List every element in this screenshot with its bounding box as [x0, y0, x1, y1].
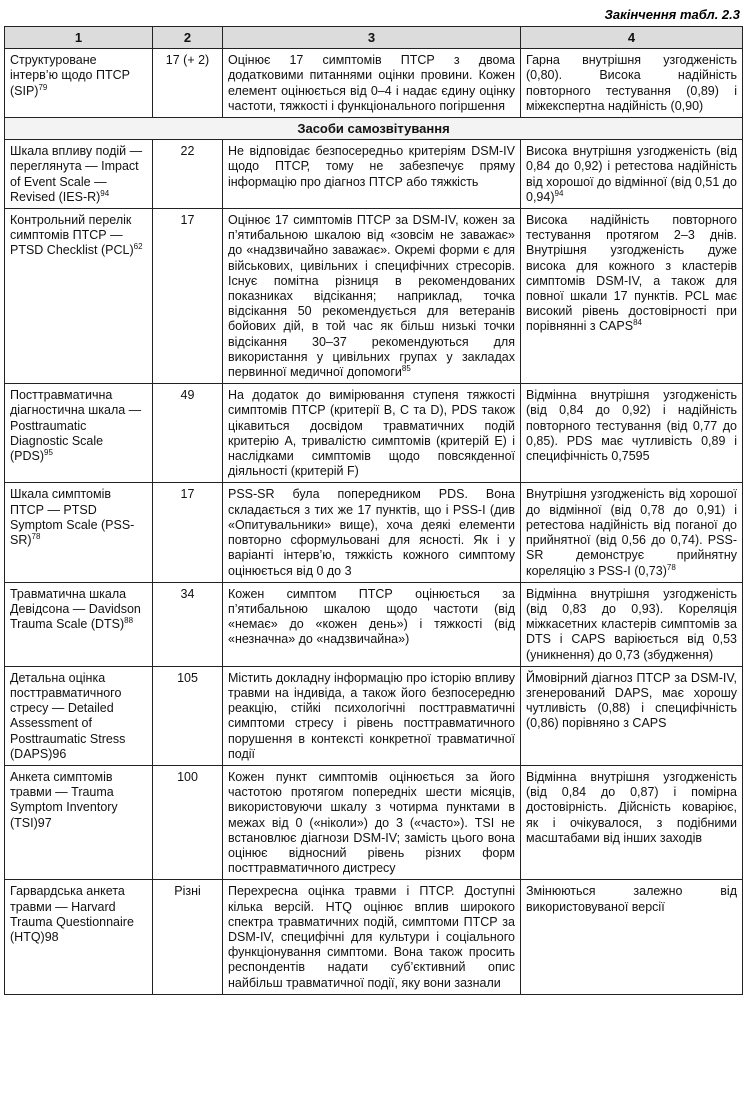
instrument-description: Оцінює 17 симптомів ПТСР з двома додатковими питаннями оцінки провини. Кожен елемент оцінюється від 0–4 і надає єдину оцінку частоти, тяжкості і функціонального погіршення [223, 49, 521, 118]
instrument-description: Кожен пункт симптомів оцінюється за його частотою протягом попередніх шести місяців, використовуючи шкалу з чотирма пунктами в межах від 0 («ніколи») до 3 («часто»). TSI не встановлює діагнози DSM-IV; замість цього вона оцінює відносний рівень різних форм посттравматичного дистресу [223, 765, 521, 879]
psychometric-properties: Ймовірний діагноз ПТСР за DSM-IV, згенерований DAPS, має хорошу чутливість (0,88) і специфічність (0,86) порівняно з CAPS [521, 666, 743, 765]
psychometric-properties: Висока внутрішня узгодженість (від 0,84 до 0,92) і ретестова надійність від хорошої до відмінної (від 0,51 до 0,94)$^{94}$ [521, 140, 743, 209]
section-row [5, 118, 743, 140]
instrument-description: На додаток до вимірювання ступеня тяжкості симптомів ПТСР (критерії B, C та D), PDS також цікавиться досвідом травматичних подій критерію А, тривалістю симптомів (критерій Е) і наслідками симптомів щодо повсякденної діяльності (критерій F) [223, 384, 521, 483]
psychometric-properties: Змінюються залежно від використовуваної версії [521, 880, 743, 994]
instrument-name: Шкала симптомів ПТСР — PTSD Symptom Scale $(PSS-SR)^{78}$ [5, 483, 153, 582]
item-count: 34 [153, 582, 223, 666]
psychometric-properties: Відмінна внутрішня узгодженість (від 0,84 до 0,92) і надійність повторного тестування (від 0,77 до 0,85). PDS має чутливість 0,89 і специфічність 0,7595 [521, 384, 743, 483]
header-col-3: 3 [223, 27, 521, 49]
item-count: Різні [153, 880, 223, 994]
header-col-1: 1 [5, 27, 153, 49]
psychometric-properties: Висока надійність повторного тестування протягом 2–3 днів. Внутрішня узгодженість дуже висока для кожного з кластерів симптомів DSM-IV, а також для повної шкали 17 пунктів. PCL має високий рівень достовірності при порівнянні з CAPS$^{84}$ [521, 209, 743, 384]
page [4, 4, 742, 995]
table-row [5, 384, 743, 483]
table-row [5, 582, 743, 666]
item-count: 17 [153, 483, 223, 582]
psychometric-properties: Гарна внутрішня узгодженість (0,80). Висока надійність повторного тестування (0,89) і міжекспертна надійність (0,90) [521, 49, 743, 118]
instrument-description: Перехресна оцінка травми і ПТСР. Доступні кілька версій. HTQ оцінює вплив широкого спектра травматичних подій, симптоми ПТСР за DSM-IV, специфічні для культури і соціального функціонування симптоми. Вона також просить респондентів надати суб’єктивний опис найбільш травматичної події, яку вони зазнали [223, 880, 521, 994]
table-row [5, 880, 743, 994]
instrument-name: Травматична шкала Девідсона — Davidson Trauma Scale (DTS)$^{88}$ [5, 582, 153, 666]
psychometric-properties: Відмінна внутрішня узгодженість (від 0,84 до 0,87) і помірна достовірність. Дійсність коваріює, як і очікувалося, з подібними масштабами від інших заходів [521, 765, 743, 879]
table-row [5, 666, 743, 765]
instrument-name: Посттравматична діагностична шкала — Posttraumatic Diagnostic Scale (PDS)$^{95}$ [5, 384, 153, 483]
header-col-2: 2 [153, 27, 223, 49]
table-row [5, 140, 743, 209]
table-row [5, 765, 743, 879]
table-body [5, 49, 743, 995]
header-col-4: 4 [521, 27, 743, 49]
table-caption: Закінчення табл. 2.3 [604, 7, 740, 22]
item-count: 17 (+ 2) [153, 49, 223, 118]
instrument-name: Гарвардська анкета травми — Harvard Trauma Questionnaire (HTQ)98 [5, 880, 153, 994]
instrument-name: Контрольний перелік симптомів ПТСР — PTSD Checklist (PCL)$^{62}$ [5, 209, 153, 384]
table-row [5, 209, 743, 384]
instrument-name: Шкала впливу подій — переглянута — Impact of Event Scale — Revised $(IES-R)^{94}$ [5, 140, 153, 209]
psychometric-properties: Відмінна внутрішня узгодженість (від 0,83 до 0,93). Кореляція міжкасетних кластерів симптомів за DTS і CAPS варіюється від 0,53 (уникнення) до 0,73 (збудження) [521, 582, 743, 666]
instrument-description: Кожен симптом ПТСР оцінюється за п’ятибальною шкалою щодо частоти (від «немає» до «кожен день») і тяжкості (від «незначна» до «надзвичайна») [223, 582, 521, 666]
instrument-description: Не відповідає безпосередньо критеріям DSM-IV щодо ПТСР, тому не забезпечує пряму інформацію про діагноз ПТСР або тяжкість [223, 140, 521, 209]
item-count: 100 [153, 765, 223, 879]
instrument-description: Містить докладну інформацію про історію впливу травми на індивіда, а також його безпосередню реакцію, стійкі психологічні посттравматичні симптоми стресу і рівень посттравматичного порушення в контексті конкретної травматичної події [223, 666, 521, 765]
table-row [5, 49, 743, 118]
assessment-table [4, 26, 743, 995]
item-count: 105 [153, 666, 223, 765]
instrument-name: Детальна оцінка посттравматичного стресу — Detailed Assessment of Posttraumatic Stress (DAPS)96 [5, 666, 153, 765]
instrument-description: Оцінює 17 симптомів ПТСР за DSM-IV, кожен за п’ятибальною шкалою від «зовсім не заважає» до «надзвичайно заважає». Окремі форми є для військових, цивільних і специфічних стресорів. Існує помітна різниця в рекомендованих показниках відсікання; наприклад, точка відсікання 50 рекомендується для ветеранів бойових дій, в той час як більш низькі точки відсікання 30–37 рекомендуються для використання у цивільних групах у закладах первинної медичної допомоги$^{85}$ [223, 209, 521, 384]
section-title: Засоби самозвітування [5, 118, 743, 140]
item-count: 49 [153, 384, 223, 483]
instrument-description: PSS-SR була попередником PDS. Вона складається з тих же 17 пунктів, що і PSS-I (див «Опитувальники» вище), хоча деякі елементи повторно сформульовані для ясності. Як і у варіанті інтерв’ю, тяжкість кожного симптому оцінюється від 0 до 3 [223, 483, 521, 582]
header-row [5, 27, 743, 49]
item-count: 17 [153, 209, 223, 384]
item-count: 22 [153, 140, 223, 209]
instrument-name: Анкета симптомів травми — Trauma Symptom Inventory (TSI)97 [5, 765, 153, 879]
psychometric-properties: Внутрішня узгодженість від хорошої до відмінної (від 0,78 до 0,91) і ретестова надійність від поганої до прийнятної (від 0,56 до 0,74). PSS-SR демонструє прийнятну кореляцію з PSS-I $(0,73)^{78}$ [521, 483, 743, 582]
table-row [5, 483, 743, 582]
instrument-name: Структуроване інтерв’ю щодо ПТСР (SIP)$^{79}$ [5, 49, 153, 118]
